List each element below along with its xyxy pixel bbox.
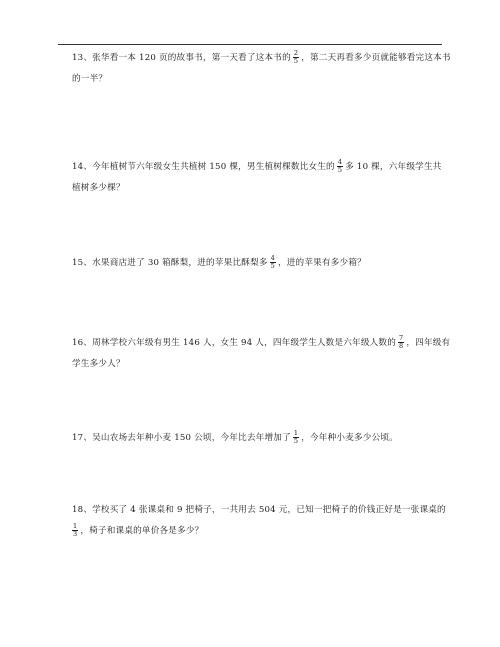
problem-13-line-1: 13、张华看一本 120 页的故事书，第一天看了这本书的 $\frac{2}{5}$ ，第二天再看多少页就能够看完这本书 (72, 49, 451, 65)
problem-14 (72, 157, 442, 199)
problem-17 (72, 428, 442, 449)
fraction: $\frac{2}{5}$ (293, 49, 299, 65)
problem-14-line-1: 14、今年植树节六年级女生共植树 150 棵，男生植树棵数比女生的 $\frac{4}{5}$ 多 10 棵，六年级学生共 (72, 158, 442, 174)
problem-13-line-2: 的一半？ (72, 74, 108, 84)
problem-15-line-1: 15、水果商店进了 30 箱酥梨，进的苹果比酥梨多 $\frac{4}{5}$ ，进的苹果有多少箱？ (72, 254, 366, 270)
problem-15 (72, 253, 442, 274)
problem-13 (72, 48, 451, 90)
fraction: $\frac{4}{5}$ (337, 158, 343, 174)
fraction: $\frac{7}{8}$ (399, 334, 404, 350)
fraction: $\frac{4}{5}$ (270, 254, 275, 270)
fraction: $\frac{1}{3}$ (73, 522, 78, 538)
problem-14-line-2: 植树多少棵？ (72, 183, 125, 193)
fraction: $\frac{1}{5}$ (293, 429, 299, 445)
problem-16 (72, 333, 451, 375)
problem-17-line-1: 17、吴山农场去年种小麦 150 公顷，今年比去年增加了 $\frac{1}{5}$ ，今年种小麦多少公顷。 (72, 429, 398, 445)
problem-16-line-2: 学生多少人？ (72, 359, 125, 369)
problem-18-line-2: $\frac{1}{3}$ ，椅子和课桌的单价各是多少？ (73, 522, 204, 538)
problem-18-line-1: 18、学校买了 4 张课桌和 9 把椅子，一共用去 504 元，已知一把椅子的价钱正好是一张课桌的 (72, 505, 446, 515)
header-rule (58, 44, 442, 45)
problem-16-line-1: 16、周林学校六年级有男生 146 人，女生 94 人，四年级学生人数是六年级人数的 $\frac{7}{8}$ ，四年级有 (72, 334, 451, 350)
problem-18 (72, 500, 446, 542)
